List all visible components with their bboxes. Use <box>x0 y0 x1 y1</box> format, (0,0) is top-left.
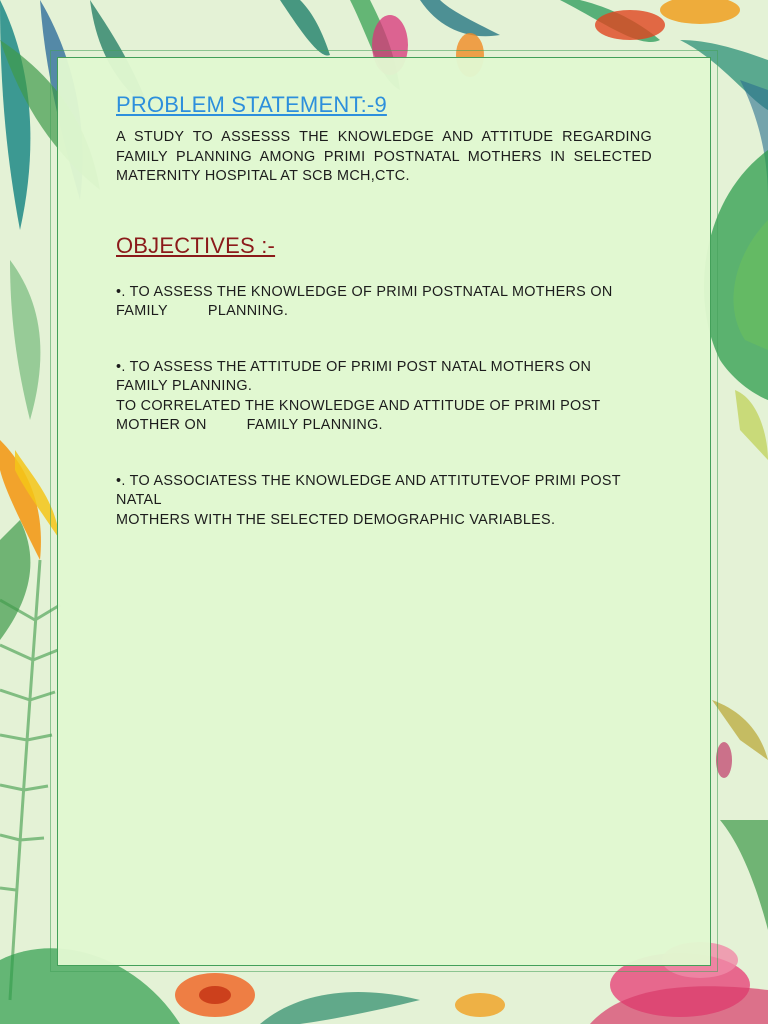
objective-1-line-2 <box>116 302 652 322</box>
objective-2-line-1: •. TO ASSESS THE ATTITUDE OF PRIMI POST NATAL MOTHERS ON <box>116 358 592 375</box>
document-body <box>116 92 652 530</box>
objective-1-line-2b: PLANNING. <box>207 303 289 319</box>
problem-statement-heading: PROBLEM STATEMENT:-9 <box>116 92 387 117</box>
objective-3-line-2: NATAL <box>116 492 162 508</box>
objective-1-line-1: •. TO ASSESS THE KNOWLEDGE OF PRIMI POSTNATAL MOTHERS ON <box>116 283 613 300</box>
objectives-heading: OBJECTIVES :- <box>116 232 276 258</box>
objective-item-2 <box>116 358 652 436</box>
objective-2-line-3: TO CORRELATED THE KNOWLEDGE AND ATTITUDE OF PRIMI POST <box>116 397 601 414</box>
objective-2-line-4 <box>116 416 652 436</box>
objective-2-line-4a: MOTHER ON <box>116 417 207 433</box>
objective-item-3 <box>116 472 652 531</box>
objective-2-line-4b: FAMILY PLANNING. <box>246 417 383 433</box>
objective-1-line-2a: FAMILY <box>116 303 168 319</box>
problem-statement-text: A STUDY TO ASSESSS THE KNOWLEDGE AND ATTITUDE REGARDING FAMILY PLANNING AMONG PRIMI POSTNATAL MOTHERS IN SELECTED MATERNITY HOSPITAL AT SCB MCH,CTC. <box>116 129 652 184</box>
objective-3-line-3: MOTHERS WITH THE SELECTED DEMOGRAPHIC VARIABLES. <box>116 511 556 528</box>
objective-item-1 <box>116 283 652 322</box>
objective-3-line-1: •. TO ASSOCIATESS THE KNOWLEDGE AND ATTITUTEVOF PRIMI POST <box>116 472 621 489</box>
objective-2-line-2: FAMILY PLANNING. <box>116 378 253 394</box>
